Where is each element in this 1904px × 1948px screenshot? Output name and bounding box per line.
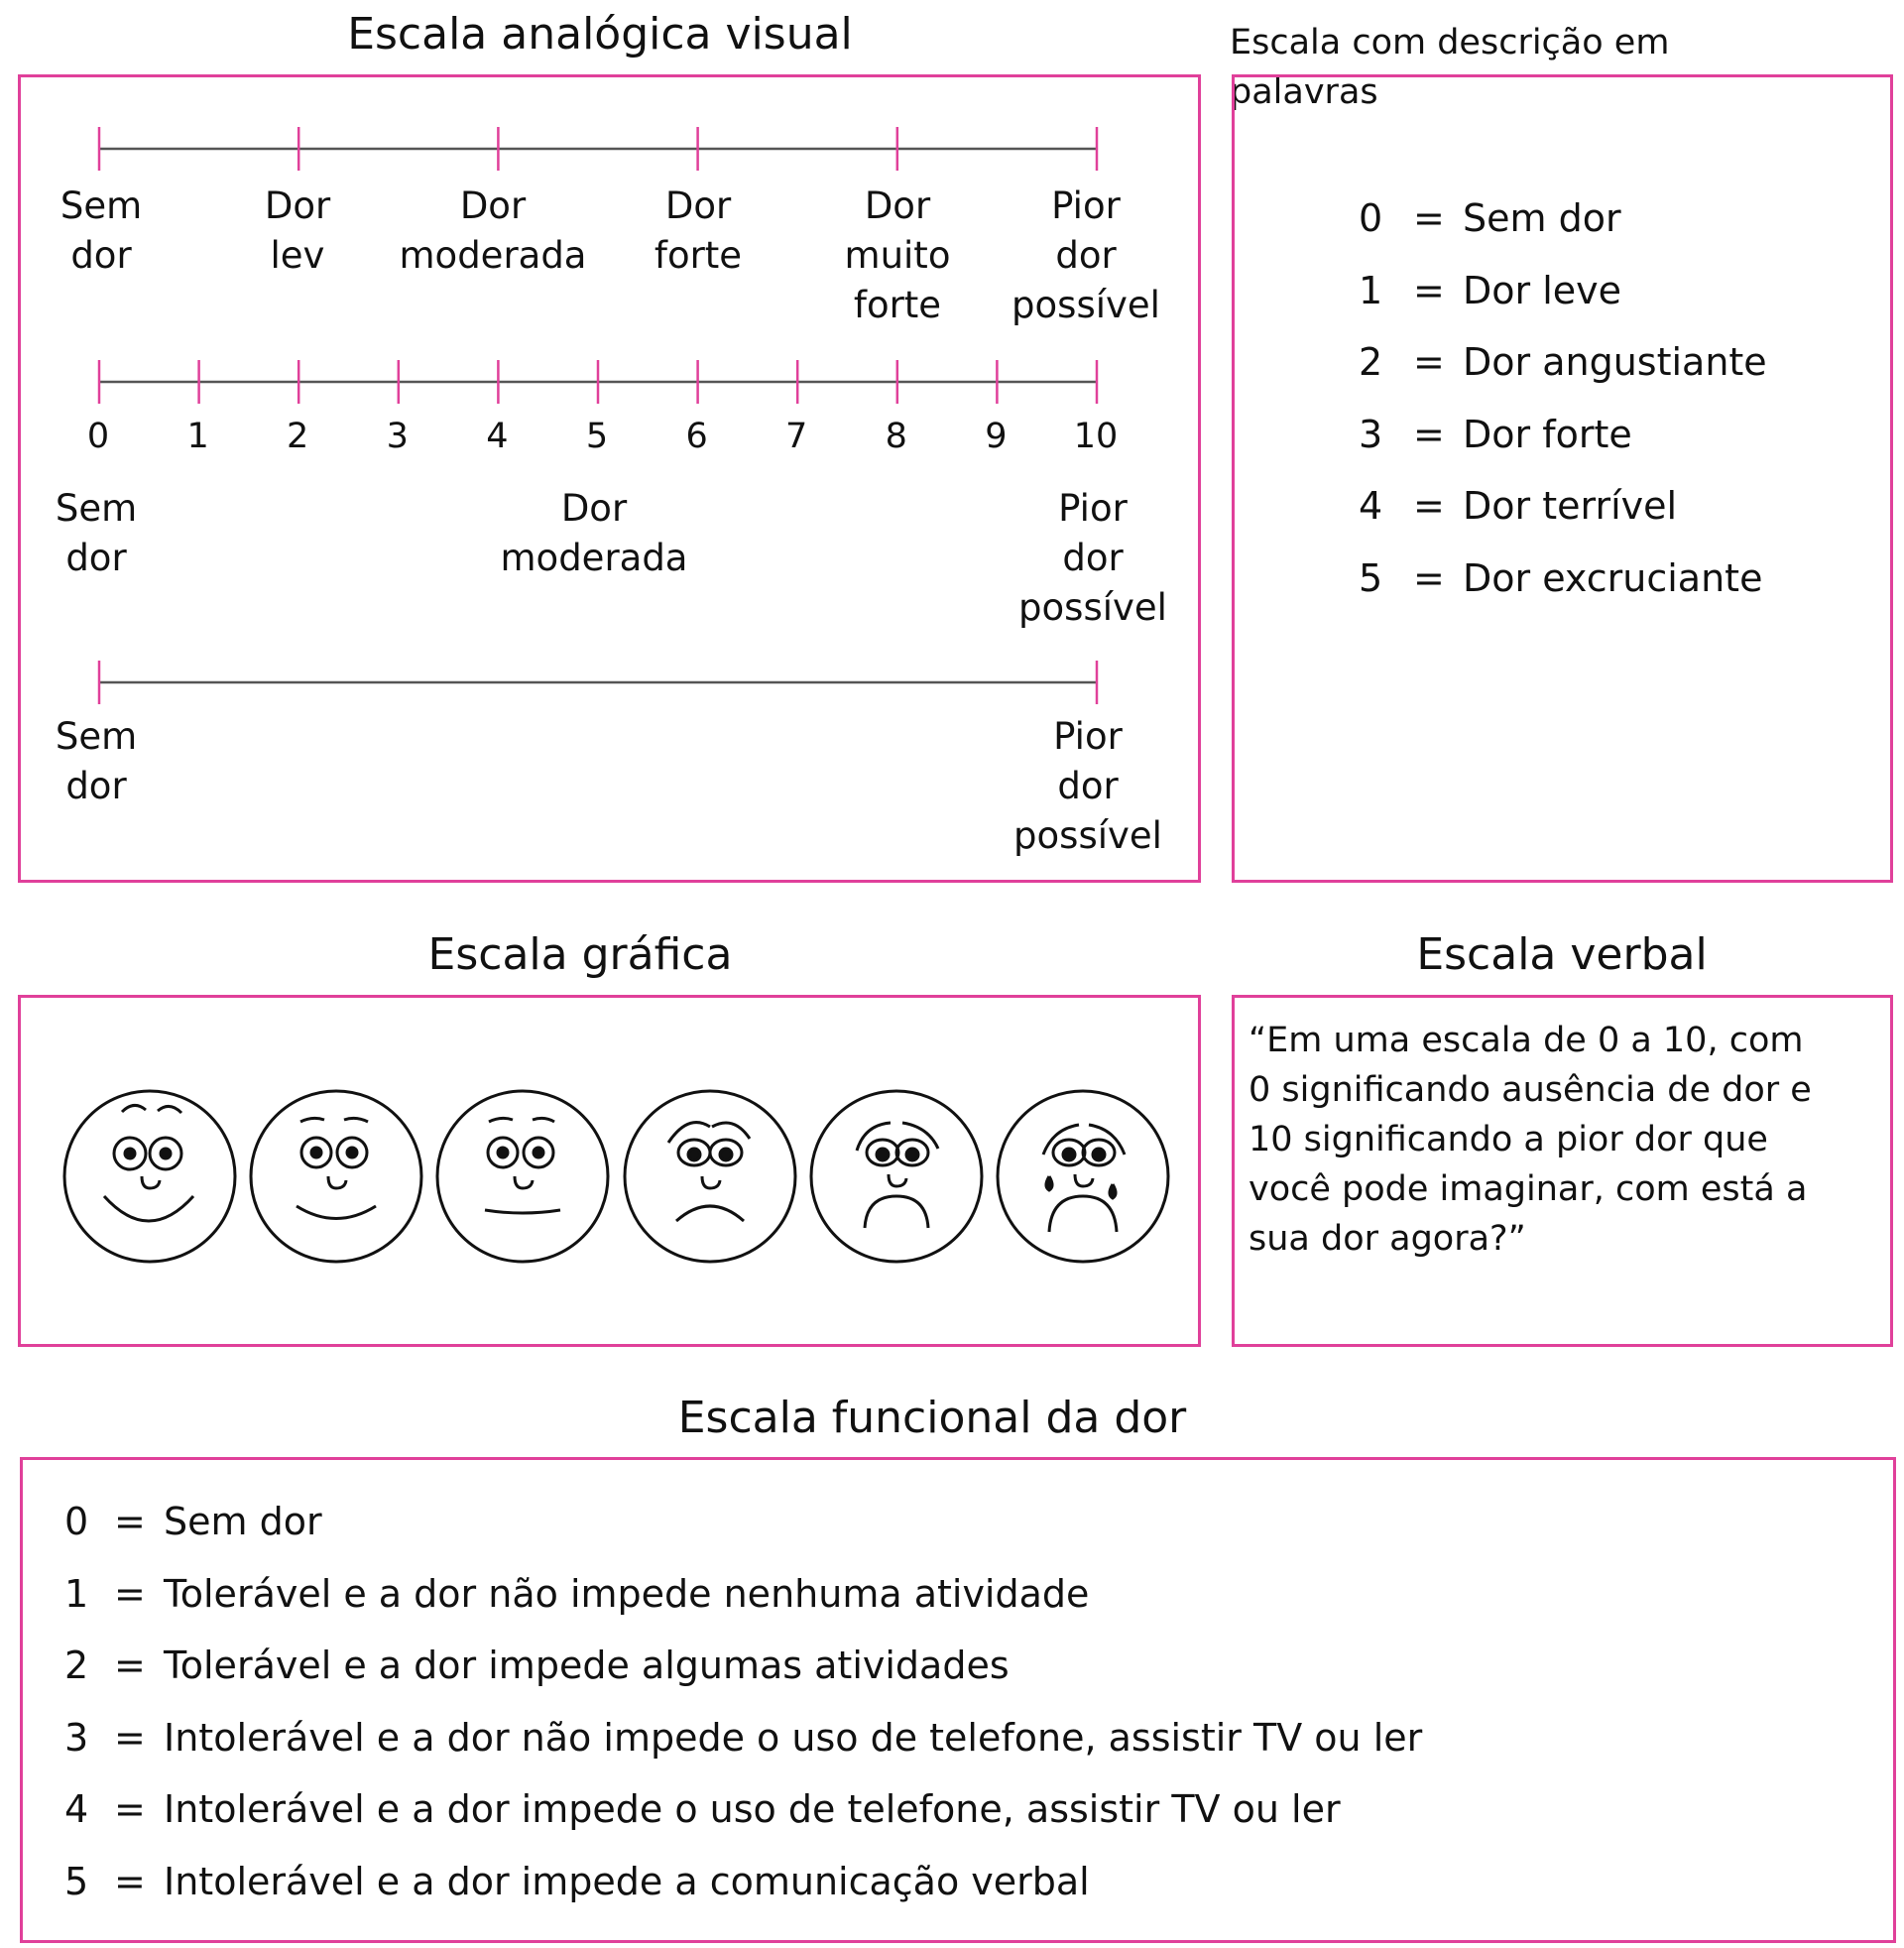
word-scale-row [1359, 556, 1854, 600]
row-equals: = [114, 1500, 146, 1543]
vas-number-label: 9 [985, 417, 1008, 456]
word-scale-title: Escala com descrição em palavras [1230, 23, 1670, 112]
functional-scale-row [64, 1716, 1849, 1760]
row-number: 5 [1359, 555, 1383, 600]
row-equals: = [1413, 412, 1445, 456]
functional-scale-row [64, 1644, 1849, 1687]
word-scale-row [1359, 340, 1854, 384]
row-text: Intolerável e a dor impede a comunicação verbal [164, 1859, 1090, 1903]
functional-scale-title: Escala funcional da dor [677, 1393, 1187, 1443]
faces-row [21, 998, 1204, 1350]
row-number: 1 [1359, 268, 1383, 312]
vas-number-label: 7 [785, 417, 808, 456]
vas-number-label: 3 [386, 417, 409, 456]
sad-face-icon [625, 1091, 795, 1262]
row-number: 2 [1359, 340, 1383, 384]
word-scale-row [1359, 484, 1854, 528]
row-number: 3 [1359, 412, 1383, 456]
functional-scale-row [64, 1500, 1849, 1543]
row-text: Dor excruciante [1463, 555, 1763, 600]
row-equals: = [114, 1715, 146, 1760]
row-equals: = [1413, 484, 1445, 528]
row-number: 5 [64, 1859, 89, 1903]
row-text: Dor leve [1463, 268, 1622, 312]
vas-number-label: 10 [1073, 417, 1119, 456]
graphic-scale-title: Escala gráfica [427, 929, 733, 980]
vas-box [18, 74, 1201, 883]
vas-l1-label-sem-dor: Sem dor [60, 184, 143, 277]
functional-scale-box [20, 1457, 1896, 1943]
row-number: 0 [64, 1500, 89, 1543]
vas-number-label: 0 [86, 417, 110, 456]
vas-title: Escala analógica visual [347, 9, 853, 60]
vas-number-label: 5 [585, 417, 609, 456]
functional-scale-row [64, 1860, 1849, 1903]
row-equals: = [114, 1571, 146, 1616]
row-equals: = [1413, 555, 1445, 600]
graphic-scale-box [18, 995, 1201, 1347]
crying-face-icon [998, 1091, 1168, 1262]
row-number: 0 [1359, 196, 1383, 240]
row-equals: = [114, 1787, 146, 1831]
functional-scale-row [64, 1787, 1849, 1831]
vas-l1-label-pior-dor: Pior dor possível [1012, 184, 1160, 326]
row-equals: = [1413, 268, 1445, 312]
row-equals: = [1413, 196, 1445, 240]
row-text: Tolerável e a dor não impede nenhuma atividade [164, 1571, 1090, 1616]
vas-number-label: 8 [885, 417, 907, 456]
row-equals: = [114, 1644, 146, 1687]
vas-l2-label-sem-dor: Sem dor [55, 487, 138, 579]
row-number: 4 [1359, 484, 1383, 528]
row-number: 1 [64, 1571, 89, 1616]
very-sad-face-icon [811, 1091, 982, 1262]
vas-number-label: 6 [685, 417, 708, 456]
vas-number-label: 4 [486, 417, 509, 456]
vas-l3-label-pior-dor: Pior dor possível [1013, 715, 1162, 857]
word-scale-row [1359, 196, 1854, 240]
row-equals: = [1413, 340, 1445, 384]
row-text: Intolerável e a dor impede o uso de telefone, assistir TV ou ler [164, 1787, 1341, 1831]
row-text: Dor forte [1463, 412, 1632, 456]
vas-l1-label-dor-lev: Dor lev [264, 184, 331, 277]
word-scale-row [1359, 413, 1854, 456]
row-number: 2 [64, 1644, 89, 1687]
very-happy-face-icon [64, 1091, 235, 1262]
row-text: Dor angustiante [1463, 340, 1767, 384]
row-text: Tolerável e a dor impede algumas atividades [164, 1644, 1010, 1687]
vas-l2-label-pior-dor: Pior dor possível [1018, 487, 1167, 629]
row-text: Dor terrível [1463, 484, 1678, 528]
vas-l1-label-dor-moderada: Dor moderada [399, 184, 587, 277]
verbal-scale-title: Escala verbal [1416, 929, 1708, 980]
functional-scale-row [64, 1572, 1849, 1616]
row-equals: = [114, 1859, 146, 1903]
vas-l1-label-dor-muito-forte: Dor muito forte [844, 184, 951, 326]
verbal-scale-box [1232, 995, 1893, 1347]
word-scale-row [1359, 269, 1854, 312]
row-text: Sem dor [164, 1500, 322, 1543]
neutral-face-icon [437, 1091, 608, 1262]
vas-l3-label-sem-dor: Sem dor [55, 715, 138, 807]
vas-l2-label-dor-moderada: Dor moderada [500, 487, 688, 579]
vas-number-label: 2 [287, 417, 309, 456]
vas-number-label: 1 [186, 417, 209, 456]
vas-l1-label-dor-forte: Dor forte [654, 184, 743, 277]
row-number: 4 [64, 1787, 89, 1831]
word-scale-box [1232, 74, 1893, 883]
verbal-scale-question: “Em uma escala de 0 a 10, com 0 significando ausência de dor e 10 significando a pior dor que você pode imaginar, com está a sua dor agora?” [1249, 1021, 1812, 1259]
row-text: Sem dor [1463, 196, 1621, 240]
row-text: Intolerável e a dor não impede o uso de telefone, assistir TV ou ler [164, 1715, 1423, 1760]
row-number: 3 [64, 1715, 89, 1760]
happy-face-icon [251, 1091, 421, 1262]
